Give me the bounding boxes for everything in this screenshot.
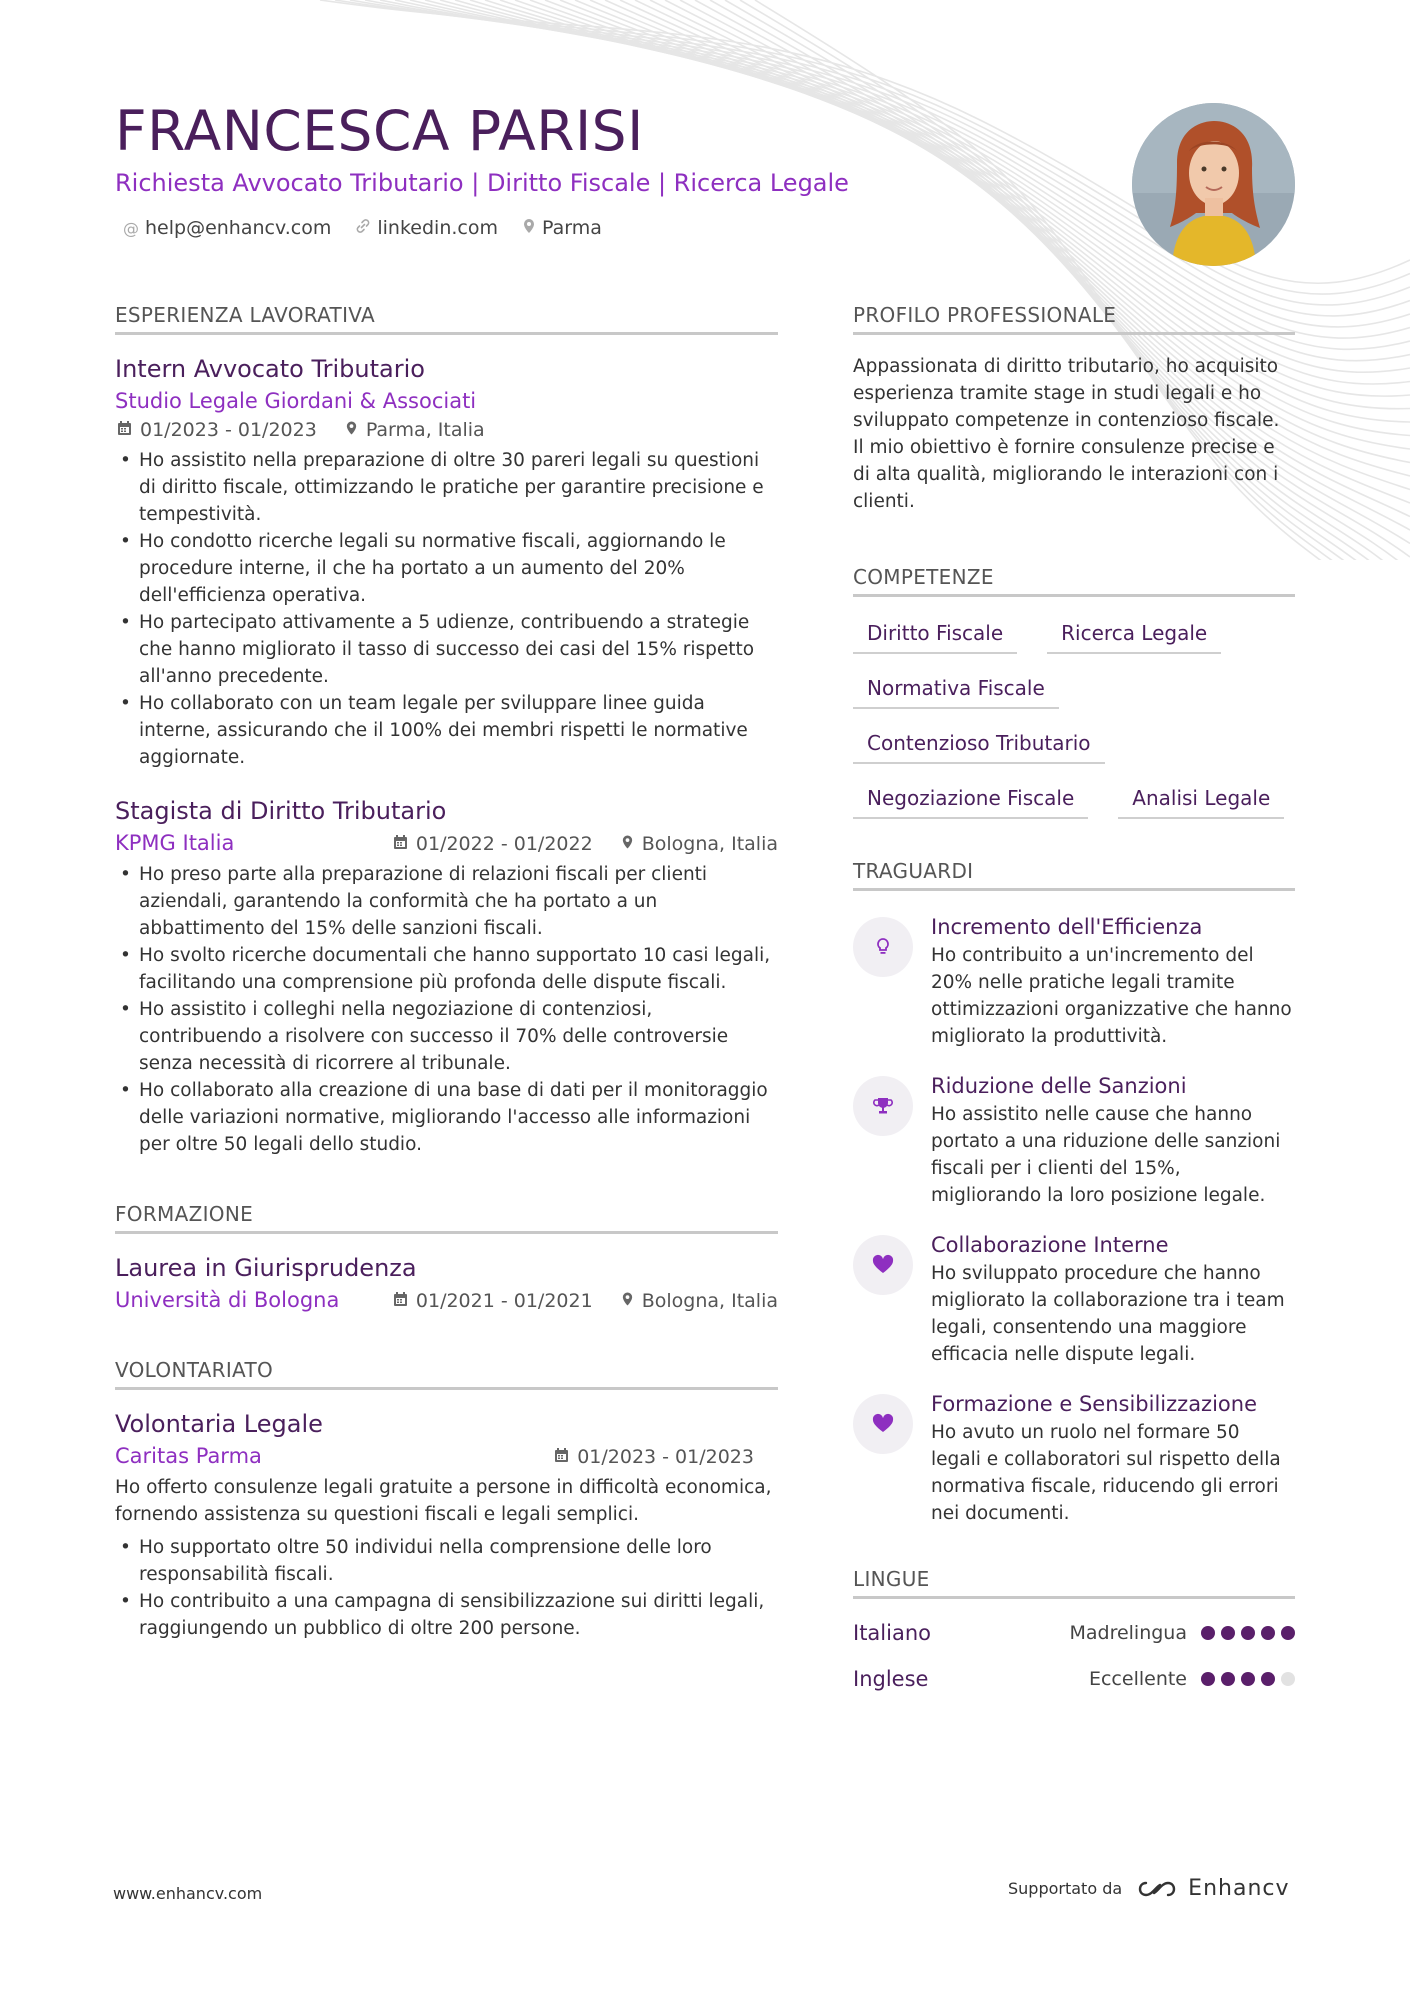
bullet-item: • Ho collaborato alla creazione di una base di dati per il monitoraggio delle variazioni normative, migliorando l'accesso alle informazioni per oltre 50 legali dello studio.: [115, 1077, 778, 1158]
language-proficiency: [1069, 1622, 1295, 1644]
rating-dot: [1281, 1672, 1295, 1686]
bullet-item: • Ho assistito nella preparazione di oltre 30 pareri legali su questioni di diritto fiscale, ottimizzando le pratiche per garantire precisione e tempestività.: [115, 447, 778, 528]
map-pin-icon: [345, 420, 358, 440]
experience-section: [115, 303, 778, 1158]
rating-dot: [1241, 1626, 1255, 1640]
powered-by-label: Supportato da: [1008, 1879, 1123, 1898]
heart-icon: [853, 1394, 913, 1454]
language-row: [853, 1621, 1295, 1645]
job-dates: [393, 833, 593, 855]
language-name: Italiano: [853, 1621, 931, 1645]
volunteer-bullets: [115, 1534, 778, 1642]
job-entry: [115, 355, 778, 771]
achievement-item: [853, 915, 1295, 1050]
volunteer-description: Ho offerto consulenze legali gratuite a persone in difficoltà economica, fornendo assistenza su questioni fiscali e legali semplici.: [115, 1477, 772, 1525]
achievement-item: [853, 1074, 1295, 1209]
achievement-item: [853, 1233, 1295, 1368]
volunteer-org: Caritas Parma: [115, 1444, 262, 1468]
job-location: [345, 419, 485, 441]
skill-tag: Negoziazione Fiscale: [853, 780, 1088, 819]
achievement-text: Ho avuto un ruolo nel formare 50 legali e collaboratori sul rispetto della normativa fiscale, riducendo gli errori nei documenti.: [931, 1422, 1281, 1524]
achievement-title: Formazione e Sensibilizzazione: [931, 1392, 1257, 1416]
job-bullets: [115, 861, 778, 1158]
language-rating: [1201, 1626, 1295, 1640]
achievement-body: [931, 1233, 1295, 1368]
volunteer-dates: [554, 1446, 754, 1468]
experience-heading: ESPERIENZA LAVORATIVA: [115, 303, 778, 335]
job-title: Stagista di Diritto Tributario: [115, 797, 447, 825]
skills-list: [853, 615, 1295, 819]
volunteer-entry: [115, 1410, 778, 1642]
achievement-item: [853, 1392, 1295, 1527]
education-meta: [391, 1290, 778, 1312]
achievement-title: Collaborazione Interne: [931, 1233, 1169, 1257]
candidate-name: FRANCESCA PARISI: [115, 99, 644, 163]
job-meta: [115, 419, 778, 441]
footer-website[interactable]: www.enhancv.com: [113, 1884, 263, 1903]
bullet-item: • Ho supportato oltre 50 individui nella comprensione delle loro responsabilità fiscali.: [115, 1534, 778, 1588]
job-location: [621, 833, 778, 855]
skills-heading: COMPETENZE: [853, 565, 1295, 597]
achievement-body: [931, 1074, 1295, 1209]
map-pin-icon: [621, 834, 634, 854]
trophy-icon: [853, 1076, 913, 1136]
calendar-icon: [117, 420, 132, 440]
job-dates-text: 01/2022 - 01/2022: [415, 833, 593, 855]
rating-dot: [1201, 1626, 1215, 1640]
volunteer-heading: VOLONTARIATO: [115, 1358, 778, 1390]
achievements-heading: TRAGUARDI: [853, 859, 1295, 891]
language-level: Madrelingua: [1069, 1622, 1187, 1644]
job-dates: [117, 419, 317, 441]
job-location-text: Parma, Italia: [365, 419, 485, 441]
avatar: [1132, 103, 1295, 266]
job-meta: [391, 833, 778, 855]
achievement-body: [931, 1392, 1295, 1527]
achievements-section: [853, 859, 1295, 1527]
language-name: Inglese: [853, 1667, 929, 1691]
school-name: Università di Bologna: [115, 1288, 340, 1312]
job-company-row: [115, 831, 778, 855]
rating-dot: [1281, 1626, 1295, 1640]
education-location: [621, 1290, 778, 1312]
degree-title: Laurea in Giurisprudenza: [115, 1254, 417, 1282]
rating-dot: [1221, 1626, 1235, 1640]
contact-list: [115, 217, 1115, 239]
job-location-text: Bologna, Italia: [641, 833, 778, 855]
rating-dot: [1201, 1672, 1215, 1686]
map-pin-icon: [522, 218, 536, 238]
calendar-icon: [393, 834, 408, 854]
volunteer-section: [115, 1358, 778, 1642]
job-dates-text: 01/2023 - 01/2023: [140, 419, 317, 441]
education-section: [115, 1202, 778, 1312]
volunteer-dates-text: 01/2023 - 01/2023: [577, 1446, 754, 1468]
skills-section: [853, 565, 1295, 819]
skill-tag: Normativa Fiscale: [853, 670, 1059, 709]
heart-icon: [853, 1235, 913, 1295]
language-row: [853, 1667, 1295, 1691]
contact-location: [522, 217, 602, 239]
lightbulb-icon: [853, 917, 913, 977]
job-company: KPMG Italia: [115, 831, 235, 855]
volunteer-meta: [552, 1446, 754, 1468]
language-proficiency: [1089, 1668, 1295, 1690]
location-text: Parma: [542, 217, 602, 240]
rating-dot: [1241, 1672, 1255, 1686]
infinity-logo-icon: [1134, 1877, 1180, 1901]
resume-header: [115, 100, 1115, 239]
brand-name: Enhancv: [1188, 1876, 1290, 1901]
right-column: [853, 303, 1295, 1691]
calendar-icon: [393, 1291, 408, 1311]
skill-tag: Diritto Fiscale: [853, 615, 1017, 654]
language-rating: [1201, 1672, 1295, 1686]
job-bullets: [115, 447, 778, 771]
volunteer-row: [115, 1444, 778, 1468]
rating-dot: [1261, 1626, 1275, 1640]
skill-tag: Analisi Legale: [1118, 780, 1284, 819]
profile-text: Appassionata di diritto tributario, ho acquisito esperienza tramite stage in studi legali e ho sviluppato competenze in contenzioso fiscale. Il mio obiettivo è fornire consulenze precise e di alta qualità, migliorando le interazioni con i clienti.: [853, 356, 1280, 512]
achievement-title: Incremento dell'Efficienza: [931, 915, 1203, 939]
education-entry: [115, 1254, 778, 1312]
map-pin-icon: [621, 1291, 634, 1311]
volunteer-role: Volontaria Legale: [115, 1410, 323, 1438]
languages-heading: LINGUE: [853, 1567, 1295, 1599]
education-row: [115, 1288, 778, 1312]
calendar-icon: [554, 1447, 569, 1467]
bullet-item: • Ho partecipato attivamente a 5 udienze, contribuendo a strategie che hanno migliorato il tasso di successo dei casi del 15% rispetto all'anno precedente.: [115, 609, 778, 690]
profile-heading: PROFILO PROFESSIONALE: [853, 303, 1295, 335]
job-entry: [115, 797, 778, 1158]
achievement-text: Ho assistito nelle cause che hanno portato a una riduzione delle sanzioni fiscali per i clienti del 15%, migliorando la loro posizione legale.: [931, 1104, 1281, 1206]
education-dates: [393, 1290, 593, 1312]
brand-logo[interactable]: [1134, 1876, 1289, 1901]
left-column: [115, 303, 778, 1642]
language-level: Eccellente: [1088, 1668, 1187, 1690]
bullet-item: • Ho collaborato con un team legale per sviluppare linee guida interne, assicurando che il 100% dei membri rispetti le normative aggiornate.: [115, 690, 778, 771]
contact-email[interactable]: [123, 217, 331, 239]
education-dates-text: 01/2021 - 01/2021: [415, 1290, 593, 1312]
candidate-subtitle: Richiesta Avvocato Tributario | Diritto Fiscale | Ricerca Legale: [115, 169, 849, 198]
job-title: Intern Avvocato Tributario: [115, 355, 425, 383]
achievement-text: Ho contribuito a un'incremento del 20% nelle pratiche legali tramite ottimizzazioni organizzative che hanno migliorato la produttività.: [931, 945, 1292, 1047]
rating-dot: [1221, 1672, 1235, 1686]
languages-section: [853, 1567, 1295, 1691]
achievement-body: [931, 915, 1295, 1050]
link-icon: [355, 218, 371, 238]
job-company: Studio Legale Giordani & Associati: [115, 389, 477, 413]
at-icon: @: [123, 218, 139, 238]
footer-branding: [1008, 1876, 1290, 1901]
contact-linkedin[interactable]: [355, 217, 498, 239]
bullet-item: • Ho svolto ricerche documentali che hanno supportato 10 casi legali, facilitando una comprensione più profonda delle dispute fiscali.: [115, 942, 778, 996]
bullet-item: • Ho contribuito a una campagna di sensibilizzazione sui diritti legali, raggiungendo un pubblico di oltre 200 persone.: [115, 1588, 778, 1642]
achievement-text: Ho sviluppato procedure che hanno migliorato la collaborazione tra i team legali, consentendo una maggiore efficacia nelle dispute legali.: [931, 1263, 1285, 1365]
achievement-title: Riduzione delle Sanzioni: [931, 1074, 1187, 1098]
skill-tag: Ricerca Legale: [1047, 615, 1221, 654]
education-location-text: Bologna, Italia: [641, 1290, 778, 1312]
linkedin-text: linkedin.com: [377, 217, 498, 240]
profile-section: [853, 303, 1295, 515]
skill-tag: Contenzioso Tributario: [853, 725, 1105, 764]
bullet-item: • Ho assistito i colleghi nella negoziazione di contenziosi, contribuendo a risolvere con successo il 70% delle controversie senza necessità di ricorrere al tribunale.: [115, 996, 778, 1077]
bullet-item: • Ho condotto ricerche legali su normative fiscali, aggiornando le procedure interne, il che ha portato a un aumento del 20% dell'efficienza operativa.: [115, 528, 778, 609]
bullet-item: • Ho preso parte alla preparazione di relazioni fiscali per clienti aziendali, garantendo la conformità che ha portato a un abbattimento del 15% delle sanzioni fiscali.: [115, 861, 778, 942]
email-text: help@enhancv.com: [145, 217, 332, 240]
education-heading: FORMAZIONE: [115, 1202, 778, 1234]
rating-dot: [1261, 1672, 1275, 1686]
